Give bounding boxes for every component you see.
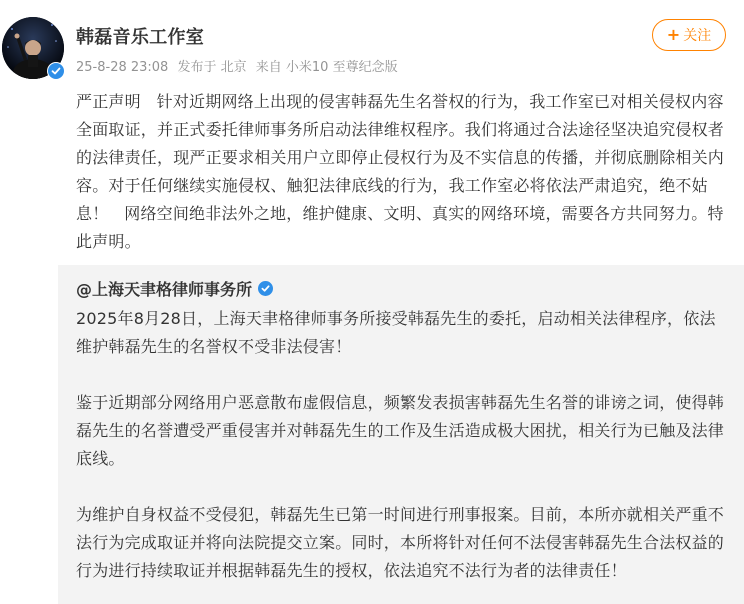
author-avatar[interactable] (2, 17, 64, 79)
repost-paragraph: 2025年8月28日，上海天聿格律师事务所接受韩磊先生的委托，启动相关法律程序，依法维护韩磊先生的名誉权不受非法侵害！ (76, 309, 716, 356)
author-name[interactable]: 韩磊音乐工作室 (76, 27, 205, 48)
repost-body (76, 305, 726, 585)
post-body-text: 严正声明 针对近期网络上出现的侵害韩磊先生名誉权的行为，我工作室已对相关侵权内容全面取证，并正式委托律师事务所启动法律维权程序。我们将通过合法途径坚决追究侵权者的法律责任，现严正要求相关用户立即停止侵权行为及不实信息的传播，并彻底删除相关内容。对于任何继续实施侵权、触犯法律底线的行为，我工作室必将依法严肃追究，绝不姑息！ 网络空间绝非法外之地，维护健康、文明、真实的网络环境，需要各方共同努力。特此声明。 (76, 92, 725, 251)
repost-paragraph: 鉴于近期部分网络用户恶意散布虚假信息，频繁发表损害韩磊先生名誉的诽谤之词，使得韩磊先生的名誉遭受严重侵害并对韩磊先生的工作及生活造成极大困扰，相关行为已触及法律底线。 (76, 393, 725, 468)
post-meta (76, 56, 403, 75)
follow-button-label: 关注 (683, 28, 712, 44)
post-location: 发布于 北京 (177, 60, 247, 75)
verified-badge (47, 62, 65, 80)
post-source: 来自 小米10 至尊纪念版 (255, 60, 398, 75)
verified-check-icon (258, 281, 273, 296)
repost-author-name[interactable]: @上海天聿格律师事务所 (76, 280, 253, 299)
repost-author (76, 277, 273, 300)
repost-card[interactable] (58, 265, 744, 604)
verified-check-icon (48, 63, 64, 79)
repost-paragraph: 为维护自身权益不受侵犯，韩磊先生已第一时间进行刑事报案。目前，本所亦就相关严重不法行为完成取证并将向法院提交立案。同时，本所将针对任何不法侵害韩磊先生合法权益的行为进行持续取证并根据韩磊先生的授权，依法追究不法行为者的法律责任！ (76, 505, 725, 580)
follow-button[interactable] (652, 19, 726, 51)
plus-icon: + (666, 25, 681, 44)
post-time[interactable]: 25-8-28 23:08 (76, 60, 169, 75)
